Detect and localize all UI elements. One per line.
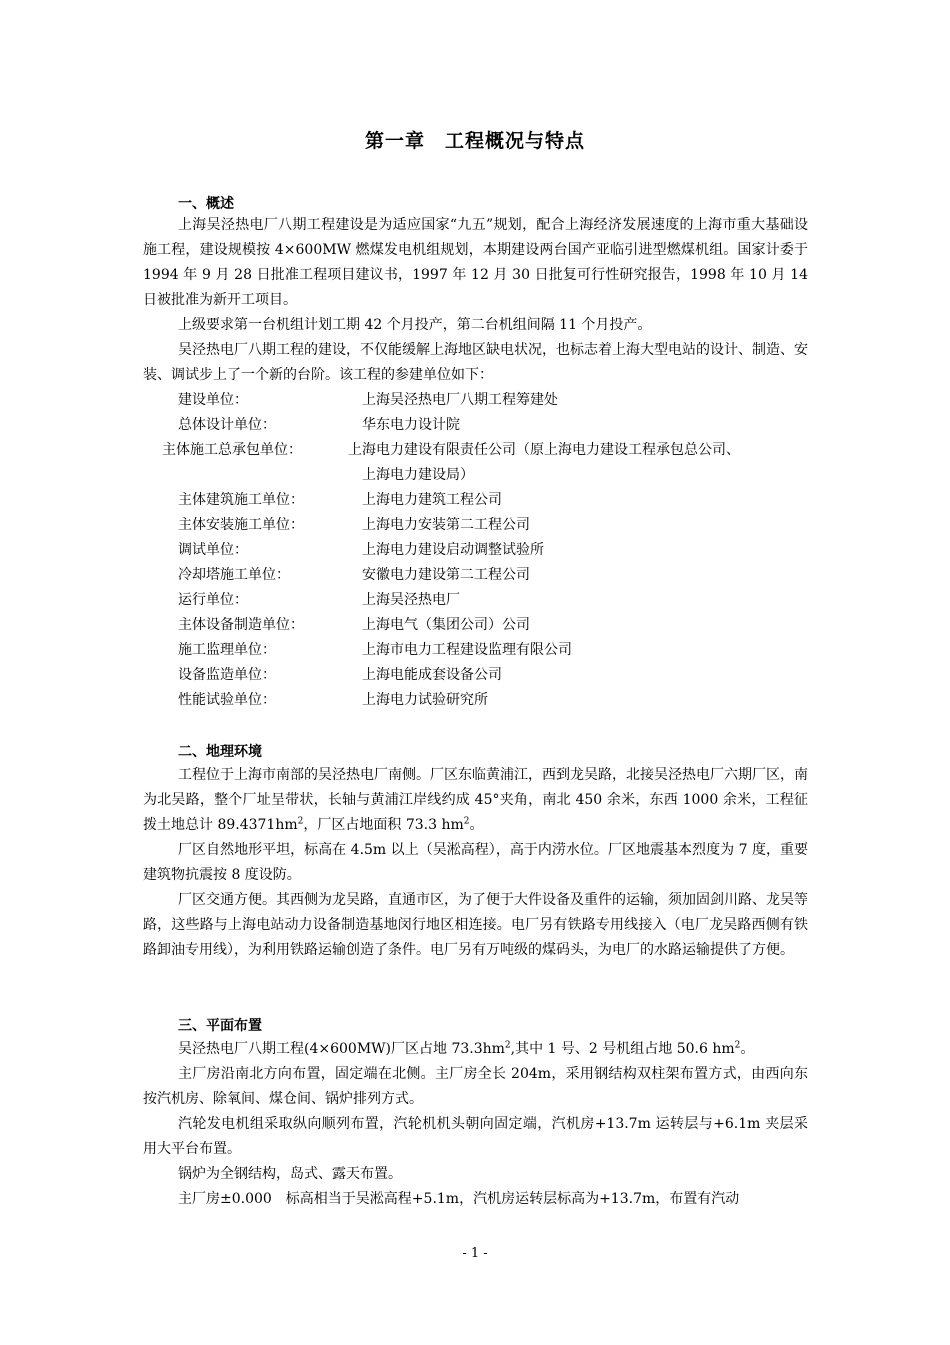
unit-label: 调试单位： (178, 542, 248, 558)
paragraph (143, 1037, 808, 1062)
paragraph-text: ，厂区占地面积 73.3 hm (303, 817, 464, 833)
unit-value: 上海市电力工程建设监理有限公司 (362, 642, 572, 658)
paragraph: 吴泾热电厂八期工程的建设，不仅能缓解上海地区缺电状况，也标志着上海大型电站的设计、制造、安装、调试步上了一个新的台阶。该工程的参建单位如下： (143, 342, 808, 383)
unit-value: 华东电力设计院 (362, 417, 460, 433)
paragraph: 厂区自然地形平坦，标高在 4.5m 以上（吴淞高程），高于内涝水位。厂区地震基本烈度为 7 度，重要建筑物抗震按 8 度设防。 (143, 842, 808, 883)
unit-value: 上海电能成套设备公司 (362, 667, 502, 683)
paragraph: 汽轮发电机组采取纵向顺列布置，汽轮机机头朝向固定端，汽机房+13.7m 运转层与+6.1m 夹层采用大平台布置。 (143, 1116, 808, 1157)
superscript: 2 (463, 816, 470, 827)
paragraph: 上海吴泾热电厂八期工程建设是为适应国家“九五”规划，配合上海经济发展速度的上海市重大基础设施工程，建设规模按 4×600MW 燃煤发电机组规划，本期建设两台国产亚临引进型燃煤机组。国家计委于 1994 年 9 月 28 日批准工程项目建议书，1997 年 12 月 30 日批复可行性研究报告，1998 年 10 月 14 日被批准为新开工项目。 (143, 217, 808, 308)
paragraph-text: 吴泾热电厂八期工程(4×600MW)厂区占地 73.3hm (178, 1041, 505, 1057)
unit-label: 施工监理单位： (178, 642, 276, 658)
unit-value: 上海电力安装第二工程公司 (362, 517, 530, 533)
unit-value: 上海吴泾热电厂八期工程筹建处 (362, 392, 558, 408)
paragraph: 主厂房±0.000 标高相当于吴淞高程+5.1m，汽机房运转层标高为+13.7m，布置有汽动 (178, 1191, 740, 1207)
unit-label: 设备监造单位： (178, 667, 276, 683)
paragraph: 厂区交通方便。其西侧为龙吴路，直通市区，为了便于大件设备及重件的运输，须加固剑川路、龙吴等路，这些路与上海电站动力设备制造基地闵行地区相连接。电厂另有铁路专用线接入（电厂龙吴路西侧有铁路卸油专用线），为利用铁路运输创造了条件。电厂另有万吨级的煤码头，为电厂的水路运输提供了方便。 (143, 892, 808, 958)
unit-label: 冷却塔施工单位： (178, 567, 290, 583)
unit-label: 主体设备制造单位： (178, 617, 304, 633)
unit-value: 安徽电力建设第二工程公司 (362, 567, 530, 583)
unit-label: 主体施工总承包单位： (162, 442, 302, 458)
unit-value: 上海电力建筑工程公司 (362, 492, 502, 508)
section-heading-overview: 一、概述 (178, 196, 234, 212)
unit-label: 主体安装施工单位： (178, 517, 304, 533)
paragraph: 上级要求第一台机组计划工期 42 个月投产，第二台机组间隔 11 个月投产。 (178, 317, 652, 333)
paragraph-text: ,其中 1 号、2 号机组占地 50.6 hm (510, 1041, 735, 1057)
unit-value: 上海电力建设启动调整试验所 (362, 542, 544, 558)
paragraph (143, 763, 808, 838)
unit-label: 主体建筑施工单位： (178, 492, 304, 508)
unit-value: 上海电力建设局） (362, 467, 474, 483)
section-heading-layout: 三、平面布置 (178, 1018, 262, 1034)
page-number: - 1 - (462, 1246, 488, 1261)
paragraph: 锅炉为全钢结构，岛式、露天布置。 (178, 1166, 402, 1182)
unit-label: 性能试验单位： (178, 692, 276, 708)
unit-label: 建设单位： (178, 392, 248, 408)
paragraph-text: 。 (469, 817, 484, 833)
unit-label: 运行单位： (178, 592, 248, 608)
paragraph-text: 。 (740, 1041, 755, 1057)
unit-value: 上海电气（集团公司）公司 (362, 617, 530, 633)
chapter-title: 第一章 工程概况与特点 (364, 130, 585, 152)
unit-value: 上海电力试验研究所 (362, 692, 488, 708)
section-heading-geography: 二、地理环境 (178, 744, 262, 760)
paragraph: 主厂房沿南北方向布置，固定端在北侧。主厂房全长 204m，采用钢结构双柱架布置方式，由西向东按汽机房、除氧间、煤仓间、锅炉排列方式。 (143, 1066, 808, 1107)
paragraph-text: 工程位于上海市南部的吴泾热电厂南侧。厂区东临黄浦江，西到龙吴路，北接吴泾热电厂六期厂区，南为北吴路，整个厂址呈带状，长轴与黄浦江岸线约成 45°夹角，南北 450 余米，东西 1000 余米，工程征拨土地总计 89.4371hm (143, 767, 808, 833)
superscript: 2 (734, 1040, 741, 1051)
unit-value: 上海吴泾热电厂 (362, 592, 460, 608)
superscript: 2 (297, 816, 304, 827)
superscript: 2 (504, 1040, 511, 1051)
unit-label: 总体设计单位： (178, 417, 276, 433)
unit-value: 上海电力建设有限责任公司（原上海电力建设工程承包总公司、 (348, 442, 740, 458)
